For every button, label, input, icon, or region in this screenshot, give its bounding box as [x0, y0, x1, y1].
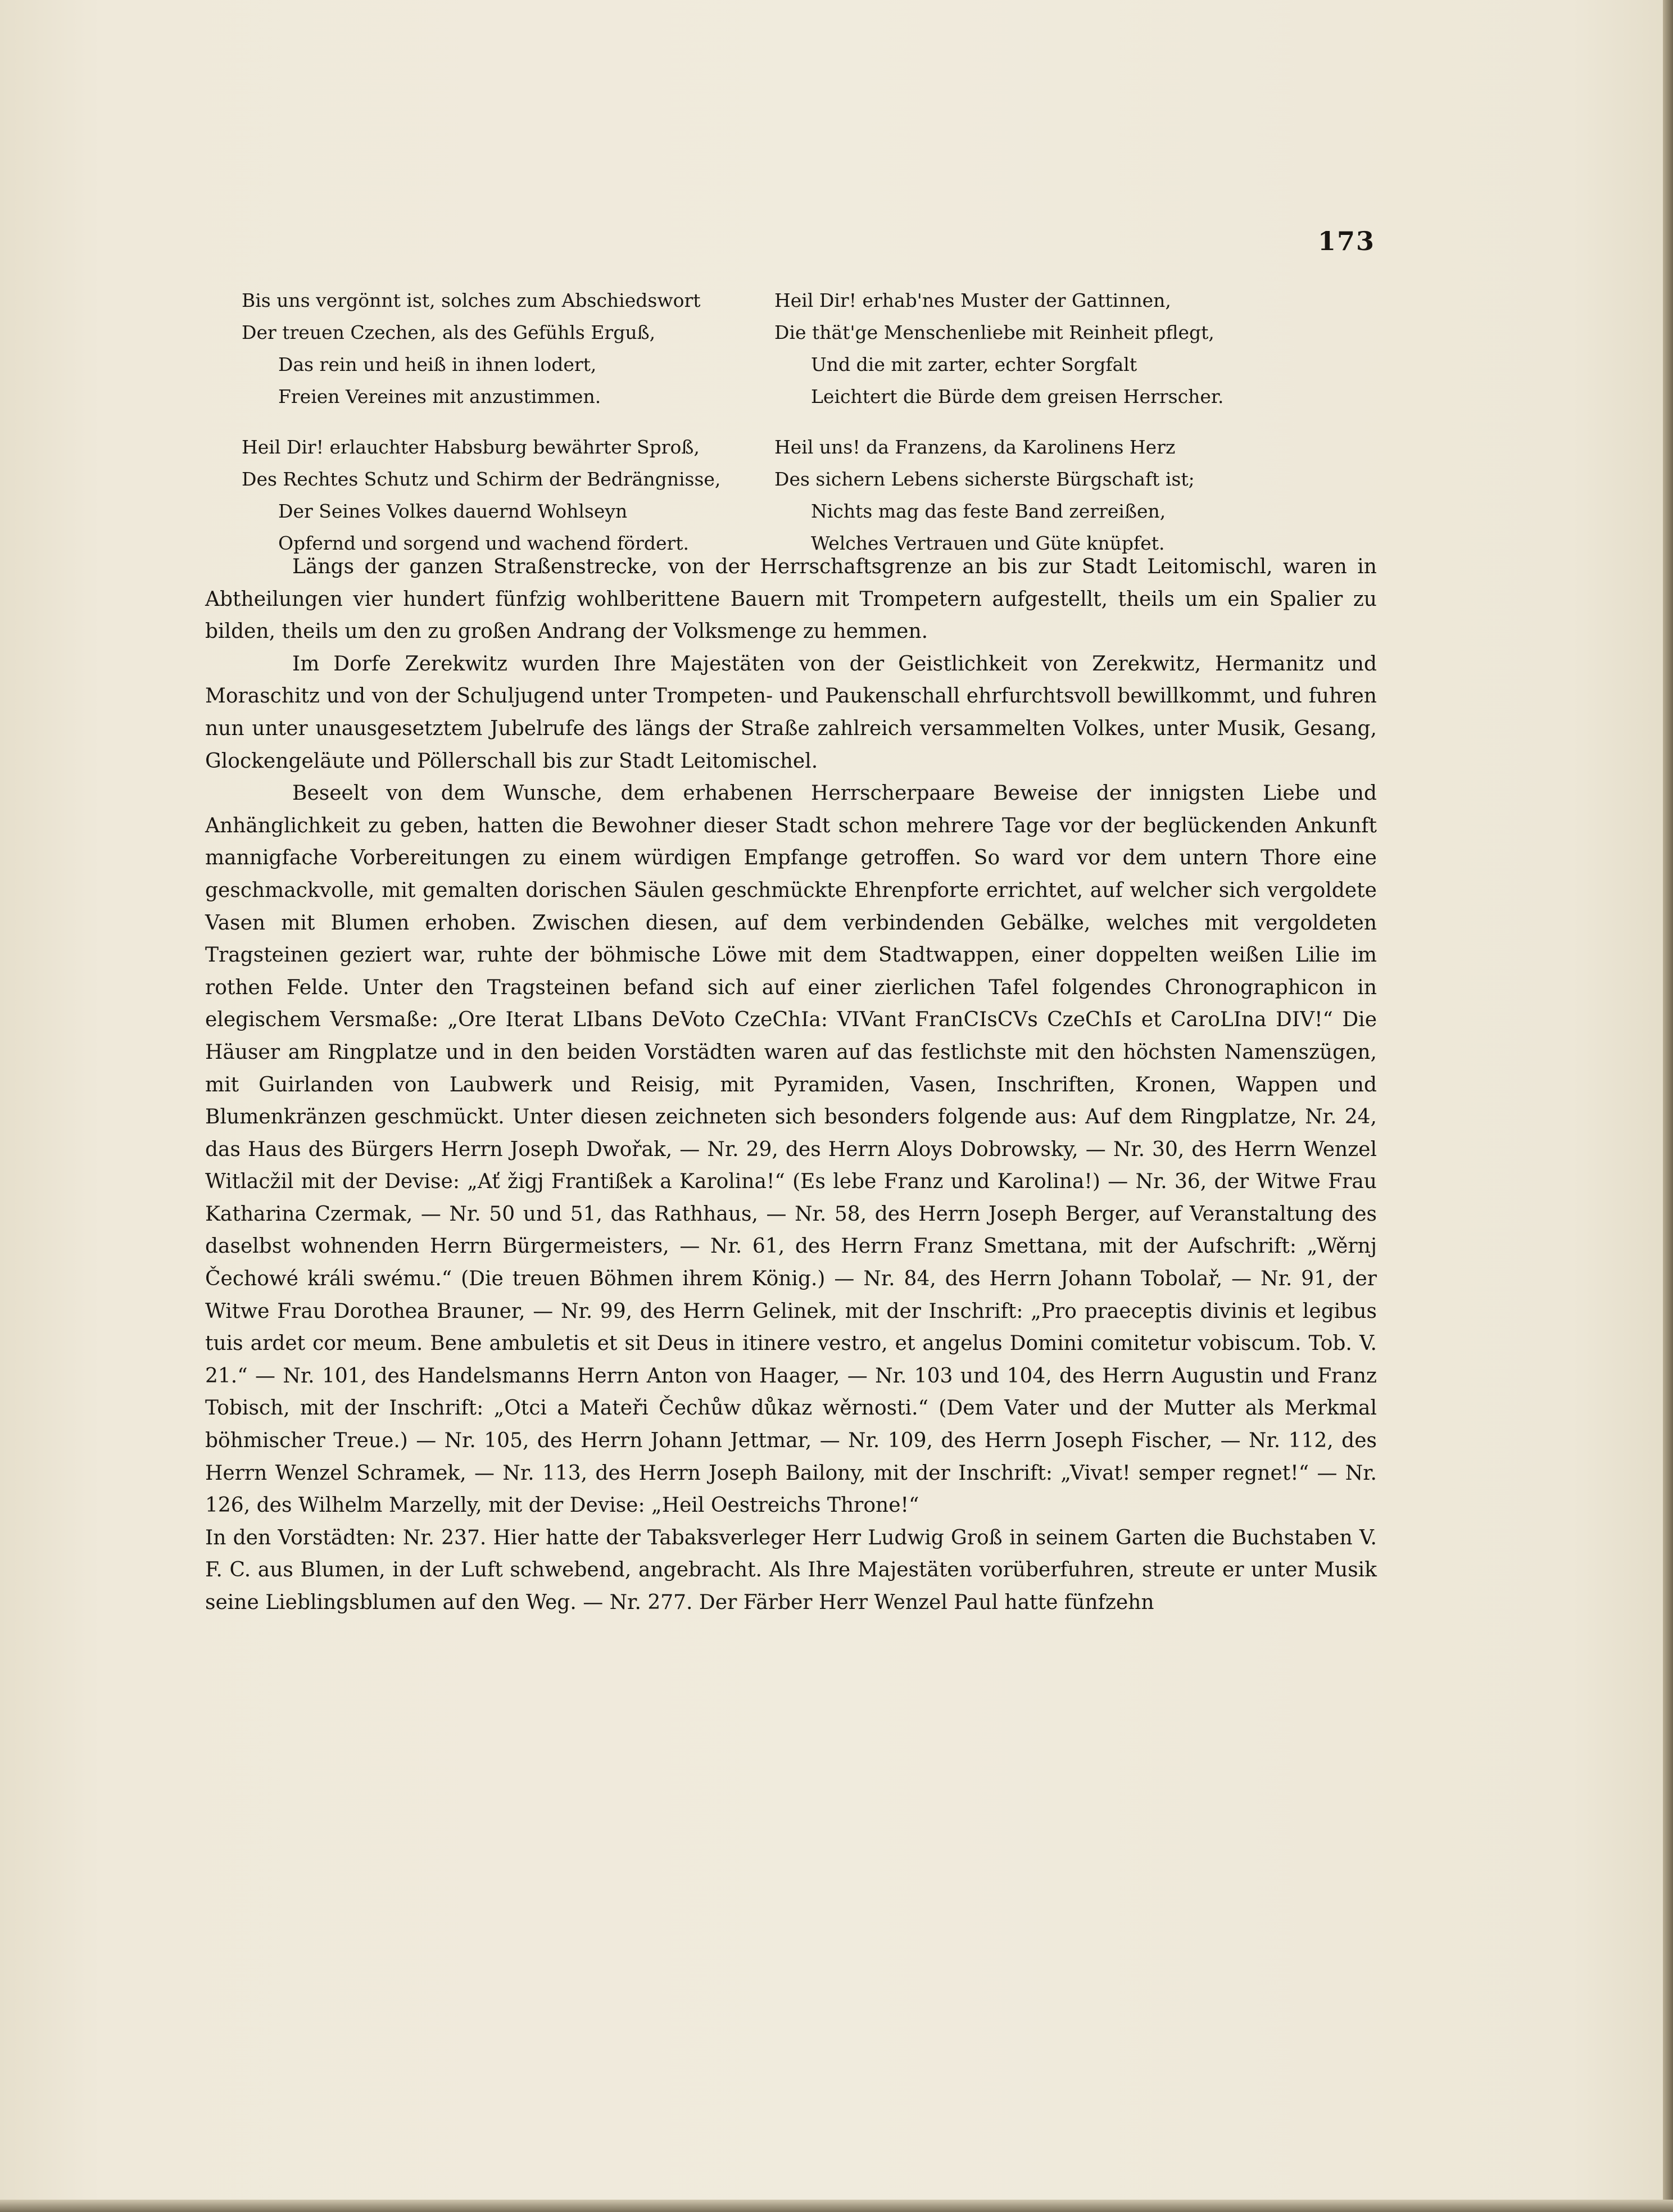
page-number: 173	[1318, 226, 1376, 256]
poem-line: Der Seines Volkes dauernd Wohlseyn	[278, 500, 628, 522]
poem-stanza	[242, 431, 747, 559]
poem-line: Welches Vertrauen und Güte knüpfet.	[811, 532, 1165, 554]
poem-line: Die thät'ge Menschenliebe mit Reinheit pflegt,	[774, 321, 1214, 343]
poem-line: Und die mit zarter, echter Sorgfalt	[811, 353, 1137, 375]
poem-line: Bis uns vergönnt ist, solches zum Abschiedswort	[242, 289, 701, 311]
poem-stanza	[242, 284, 747, 413]
paragraph: In den Vorstädten: Nr. 237. Hier hatte der Tabaksverleger Herr Ludwig Groß in seinem Garten die Buchstaben V. F. C. aus Blumen, in der Luft schwebend, angebracht. Als Ihre Majestäten vorüberfuhren, streute er unter Musik seine Lieblingsblumen auf den Weg. — Nr. 277. Der Färber Herr Wenzel Paul hatte fünfzehn	[205, 1526, 1377, 1614]
page-edge-shadow	[1663, 0, 1673, 2212]
paragraph: Beseelt von dem Wunsche, dem erhabenen Herrscherpaare Beweise der innigsten Liebe und Anhänglichkeit zu geben, hatten die Bewohner dieser Stadt schon mehrere Tage vor der beglückenden Ankunft mannigfache Vorbereitungen zu einem würdigen Empfange getroffen. So ward vor dem untern Thore eine geschmackvolle, mit gemalten dorischen Säulen geschmückte Ehrenpforte errichtet, auf welcher sich vergoldete Vasen mit Blumen erhoben. Zwischen diesen, auf dem verbindenden Gebälke, welches mit vergoldeten Tragsteinen geziert war, ruhte der böhmische Löwe mit dem Stadtwappen, einer doppelten weißen Lilie im rothen Felde. Unter den Tragsteinen befand sich auf einer zierlichen Tafel folgendes Chronographicon in elegischem Versmaße: „Ore Iterat LIbans DeVoto CzeChIa: VIVant FranCIsCVs CzeChIs et CaroLIna DIV!“ Die Häuser am Ringplatze und in den beiden Vorstädten waren auf das festlichste mit den höchsten Namenszügen, mit Guirlanden von Laubwerk und Reisig, mit Pyramiden, Vasen, Inschriften, Kronen, Wappen und Blumenkränzen geschmückt. Unter diesen zeichneten sich besonders folgende aus: Auf dem Ringplatze, Nr. 24, das Haus des Bürgers Herrn Joseph Dwořak, — Nr. 29, des Herrn Aloys Dobrowsky, — Nr. 30, des Herrn Wenzel Witlacžil mit der Devise: „Ať žigj Frantißek a Karolina!“ (Es lebe Franz und Karolina!) — Nr. 36, der Witwe Frau Katharina Czermak, — Nr. 50 und 51, das Rathhaus, — Nr. 58, des Herrn Joseph Berger, auf Veranstaltung des daselbst wohnenden Herrn Bürgermeisters, — Nr. 61, des Herrn Franz Smettana, mit der Aufschrift: „Wěrnj Čechowé králi swému.“ (Die treuen Böhmen ihrem König.) — Nr. 84, des Herrn Johann Tobolař, — Nr. 91, der Witwe Frau Dorothea Brauner, — Nr. 99, des Herrn Gelinek, mit der Inschrift: „Pro praeceptis divinis et legibus tuis ardet cor meum. Bene ambuletis et sit Deus in itinere vestro, et angelus Domini comitetur vobiscum. Tob. V. 21.“ — Nr. 101, des Handelsmanns Herrn Anton von Haager, — Nr. 103 und 104, des Herrn Augustin und Franz Tobisch, mit der Inschrift: „Otci a Mateři Čechůw důkaz wěrnosti.“ (Dem Vater und der Mutter als Merkmal böhmischer Treue.) — Nr. 105, des Herrn Johann Jettmar, — Nr. 109, des Herrn Joseph Fischer, — Nr. 112, des Herrn Wenzel Schramek, — Nr. 113, des Herrn Joseph Bailony, mit der Inschrift: „Vivat! semper regnet!“ — Nr. 126, des Wilhelm Marzelly, mit der Devise: „Heil Oestreichs Throne!“	[205, 782, 1377, 1517]
poem-line: Heil Dir! erhab'nes Muster der Gattinnen,	[774, 289, 1171, 311]
body-text	[205, 551, 1377, 1619]
poem-line: Heil uns! da Franzens, da Karolinens Herz	[774, 436, 1176, 458]
poem-line: Heil Dir! erlauchter Habsburg bewährter Sproß,	[242, 436, 700, 458]
poem-line: Leichtert die Bürde dem greisen Herrscher.	[811, 386, 1224, 407]
poem-line: Des Rechtes Schutz und Schirm der Bedrängnisse,	[242, 468, 721, 490]
poem-line: Der treuen Czechen, als des Gefühls Erguß,	[242, 321, 656, 343]
page-bottom-shadow	[0, 2200, 1673, 2212]
poem-stanza	[774, 284, 1280, 413]
poem-line: Opfernd und sorgend und wachend fördert.	[278, 532, 689, 554]
poem-line: Freien Vereines mit anzustimmen.	[278, 386, 601, 407]
poem-line: Des sichern Lebens sicherste Bürgschaft ist;	[774, 468, 1195, 490]
poem-left-column	[242, 284, 747, 578]
poem-stanza	[774, 431, 1280, 559]
paragraph: Im Dorfe Zerekwitz wurden Ihre Majestäten von der Geistlichkeit von Zerekwitz, Hermanitz und Moraschitz und von der Schuljugend unter Trompeten- und Paukenschall ehrfurchtsvoll bewillkommt, und fuhren nun unter unausgesetztem Jubelrufe des längs der Straße zahlreich versammelten Volkes, unter Musik, Gesang, Glockengeläute und Pöllerschall bis zur Stadt Leitomischel.	[205, 652, 1377, 773]
poem-right-column	[774, 284, 1280, 578]
poem-line: Das rein und heiß in ihnen lodert,	[278, 353, 597, 375]
paragraph: Längs der ganzen Straßenstrecke, von der Herrschaftsgrenze an bis zur Stadt Leitomischl, waren in Abtheilungen vier hundert fünfzig wohlberittene Bauern mit Trompetern aufgestellt, theils um ein Spalier zu bilden, theils um den zu großen Andrang der Volksmenge zu hemmen.	[205, 555, 1377, 643]
poem-line: Nichts mag das feste Band zerreißen,	[811, 500, 1166, 522]
